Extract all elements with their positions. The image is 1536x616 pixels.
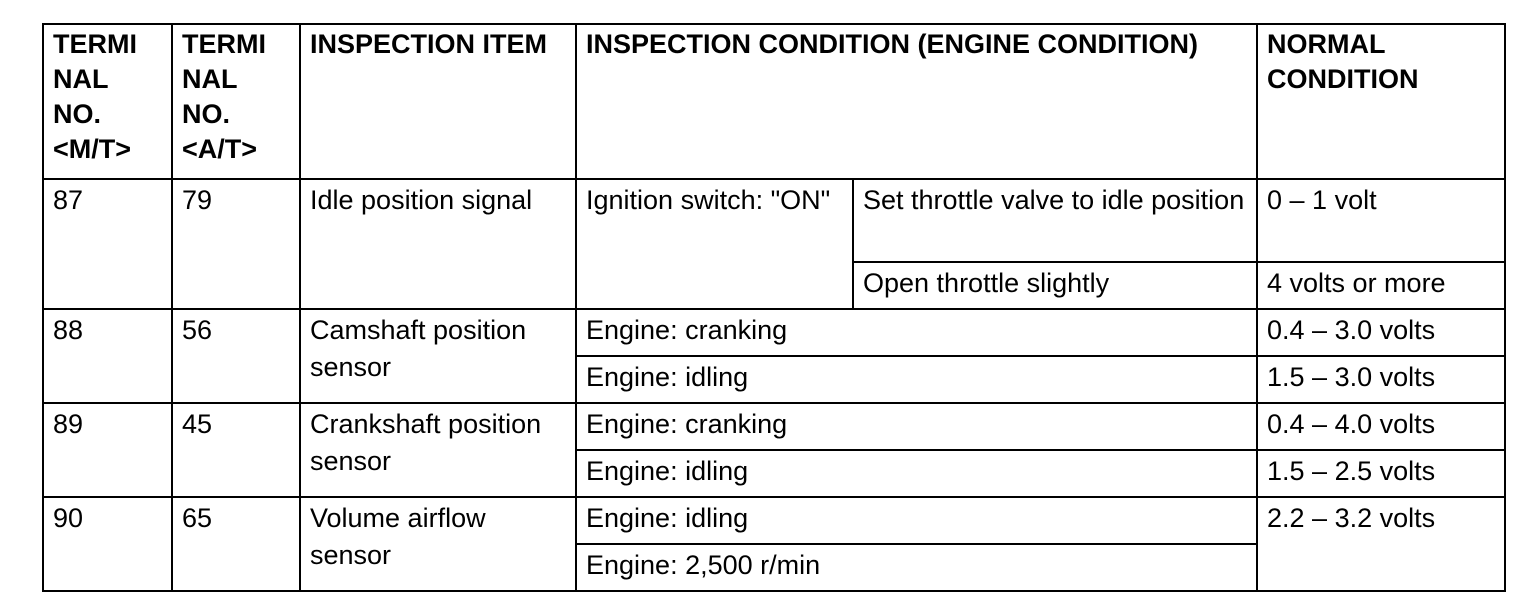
normal-condition-cell: 1.5 – 2.5 volts xyxy=(1257,450,1505,497)
condition-cell: Engine: idling xyxy=(576,450,1257,497)
header-row xyxy=(43,24,1505,179)
inspection-item-cell: Volume airflow sensor xyxy=(300,497,576,591)
table-row xyxy=(43,309,1505,356)
normal-condition-cell: 2.2 – 3.2 volts xyxy=(1257,497,1505,591)
terminal-mt-cell: 88 xyxy=(43,309,172,403)
terminal-at-cell: 45 xyxy=(172,403,300,497)
normal-condition-cell: 0.4 – 4.0 volts xyxy=(1257,403,1505,450)
header-inspection-condition: INSPECTION CONDITION (ENGINE CONDITION) xyxy=(576,24,1257,179)
normal-condition-cell: 0 – 1 volt xyxy=(1257,179,1505,262)
normal-condition-cell: 1.5 – 3.0 volts xyxy=(1257,356,1505,403)
normal-condition-cell: 0.4 – 3.0 volts xyxy=(1257,309,1505,356)
terminal-at-cell: 79 xyxy=(172,179,300,309)
table-row xyxy=(43,403,1505,450)
condition-cell: Ignition switch: "ON" xyxy=(576,179,853,309)
inspection-item-cell: Crankshaft position sensor xyxy=(300,403,576,497)
table-row xyxy=(43,179,1505,262)
header-terminal-mt: TERMI NAL NO. <M/T> xyxy=(43,24,172,179)
condition-cell: Engine: cranking xyxy=(576,309,1257,356)
sub-condition-cell: Set throttle valve to idle position xyxy=(853,179,1257,262)
condition-cell: Engine: idling xyxy=(576,497,1257,544)
normal-condition-cell: 4 volts or more xyxy=(1257,262,1505,309)
header-normal-condition: NORMAL CONDITION xyxy=(1257,24,1505,179)
sub-condition-cell: Open throttle slightly xyxy=(853,262,1257,309)
inspection-table xyxy=(42,23,1506,592)
terminal-mt-cell: 90 xyxy=(43,497,172,591)
terminal-mt-cell: 87 xyxy=(43,179,172,309)
condition-cell: Engine: 2,500 r/min xyxy=(576,544,1257,591)
condition-cell: Engine: cranking xyxy=(576,403,1257,450)
terminal-mt-cell: 89 xyxy=(43,403,172,497)
header-inspection-item: INSPECTION ITEM xyxy=(300,24,576,179)
terminal-at-cell: 56 xyxy=(172,309,300,403)
inspection-item-cell: Camshaft position sensor xyxy=(300,309,576,403)
condition-cell: Engine: idling xyxy=(576,356,1257,403)
terminal-at-cell: 65 xyxy=(172,497,300,591)
table-row xyxy=(43,497,1505,544)
header-terminal-at: TERMI NAL NO. <A/T> xyxy=(172,24,300,179)
inspection-item-cell: Idle position signal xyxy=(300,179,576,309)
